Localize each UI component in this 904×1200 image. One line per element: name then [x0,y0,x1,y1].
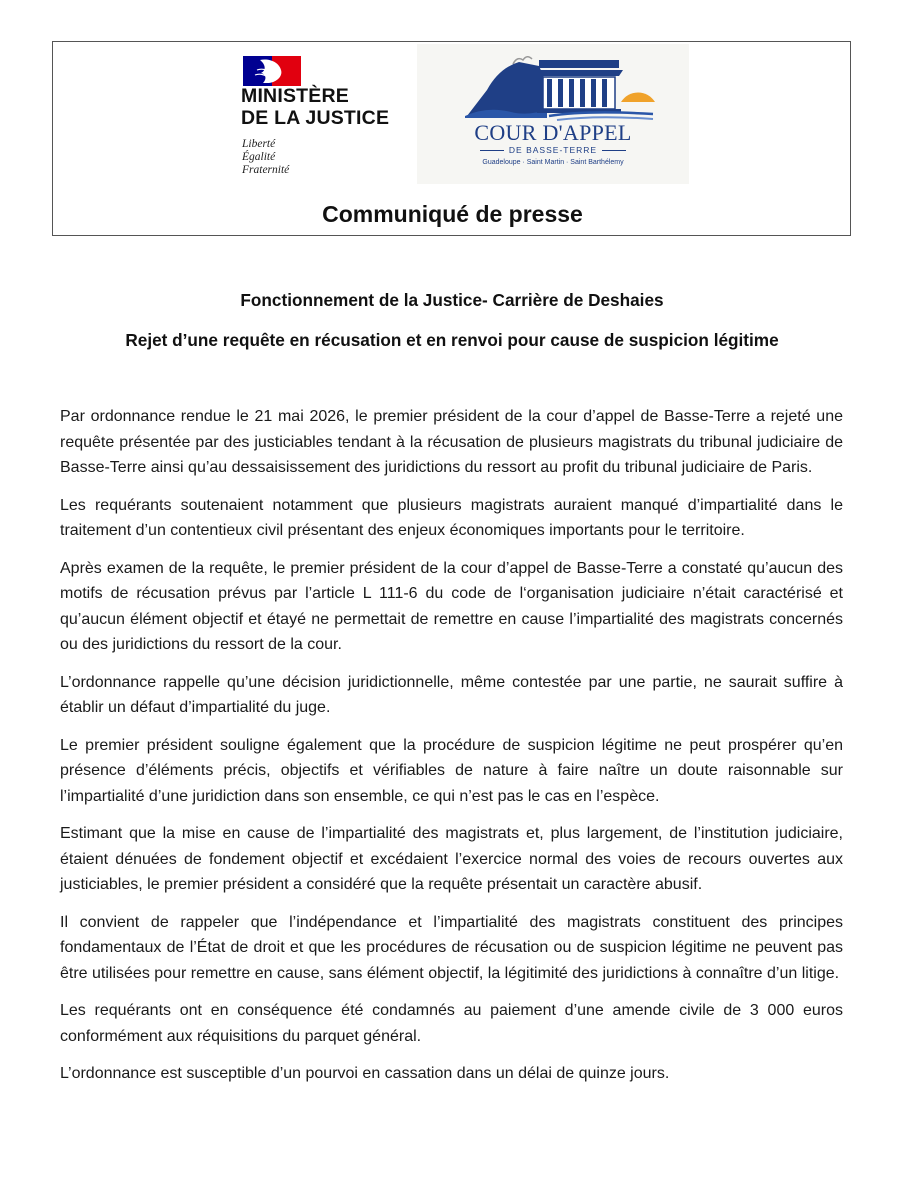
marianne-flag-icon [243,56,301,86]
ministere-name [241,85,389,129]
ministere-name-line1: MINISTÈRE [241,85,349,107]
ministere-logo [238,52,413,182]
cour-title: COUR D'APPEL [474,120,632,145]
title-line2: Rejet d’une requête en récusation et en renvoi pour cause de suspicion légitime [125,330,779,350]
cour-regions: Guadeloupe · Saint Martin · Saint Barthélemy [482,159,624,166]
paragraph: Il convient de rappeler que l’indépendance et l’impartialité des magistrats constituent des principes fondamentaux de l’État de droit et que les procédures de récusation ou de suspicion légitime ne peuvent pas être utilisées pour remettre en cause, sans élément objectif, la légitimité des juridictions à connaître d’un litige. [60,913,843,982]
press-release-title: Communiqué de presse [322,201,583,227]
motto-fraternite: Fraternité [242,164,290,176]
paragraph: Les requérants ont en conséquence été condamnés au paiement d’une amende civile de 3 000 euros conformément aux réquisitions du parquet général. [60,1002,843,1045]
courthouse-emblem-icon [457,50,657,122]
document-titles [0,288,904,352]
body-text [60,404,843,1099]
paragraph: L’ordonnance est susceptible d’un pourvoi en cassation dans un délai de quinze jours. [60,1065,670,1082]
motto-liberte: Liberté [242,138,276,150]
republic-motto [242,138,289,177]
paragraph: L’ordonnance rappelle qu’une décision juridictionnelle, même contestée par une partie, ne saurait suffire à établir un défaut d’impartialité du juge. [60,673,843,716]
header-box [52,41,851,236]
paragraph: Par ordonnance rendue le 21 mai 2026, le premier président de la cour d’appel de Basse-Terre a rejeté une requête présentée par des justiciables tendant à la récusation de plusieurs magistrats du tribunal judiciaire de Basse-Terre ainsi qu’au dessaisissement des juridictions du ressort au profit du tribunal judiciaire de Paris. [60,408,843,476]
ministere-name-line2: DE LA JUSTICE [241,107,390,129]
motto-egalite: Égalité [242,151,276,163]
paragraph: Estimant que la mise en cause de l’impartialité des magistrats et, plus largement, de l’institution judiciaire, étaient dénuées de fondement objectif et excédaient l’exercice normal des voies de recours ouvertes aux justiciables, le premier président a considéré que la requête présentait un caractère abusif. [60,825,843,893]
title-line1: Fonctionnement de la Justice- Carrière de Deshaies [240,290,664,310]
paragraph: Après examen de la requête, le premier président de la cour d’appel de Basse-Terre a constaté qu’aucun des motifs de récusation prévus par l’article L 111-6 du code de l‘organisation judiciaire n’était caractérisé et qu’aucun élément objectif et étayé ne permettait de remettre en cause l’impartialité des magistrats concernés ou des juridictions du ressort de la cour. [60,559,843,653]
paragraph: Les requérants soutenaient notamment que plusieurs magistrats auraient manqué d’impartialité dans le traitement d’un contentieux civil présentant des enjeux économiques importants pour le territoire. [60,496,843,539]
cour-appel-logo [417,44,689,184]
paragraph: Le premier président souligne également que la procédure de suspicion légitime ne peut prospérer qu’en présence d’éléments précis, objectifs et vérifiables de nature à faire naître un doute raisonnable sur l’impartialité d’une juridiction dans son ensemble, ce qui n’est pas le cas en l’espèce. [60,736,843,805]
cour-subtitle: DE BASSE-TERRE [417,145,689,155]
